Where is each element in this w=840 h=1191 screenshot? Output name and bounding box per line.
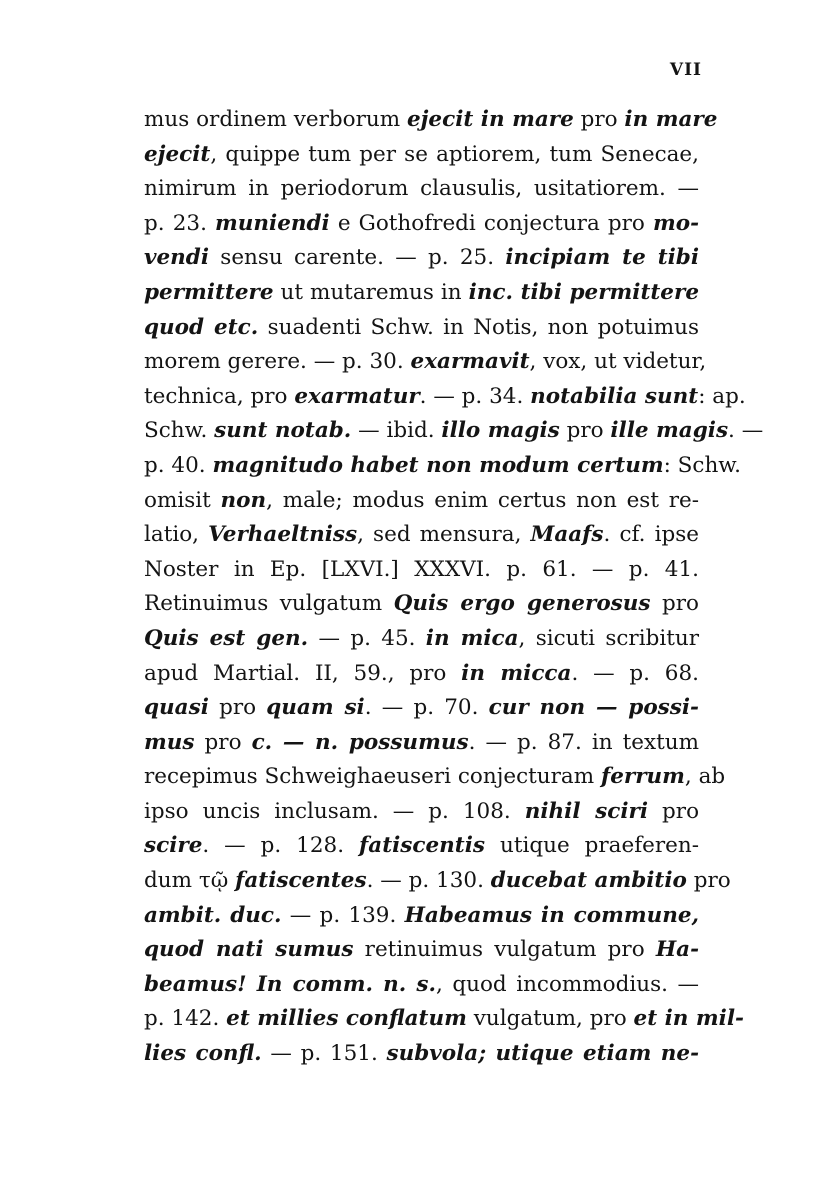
italic-text-segment: vendi — [144, 245, 210, 271]
text-line — [144, 518, 699, 553]
text-segment: — ibid. — [351, 418, 442, 444]
italic-text-segment: notabilia sunt — [530, 383, 699, 409]
italic-text-segment: illo magis — [441, 418, 560, 444]
text-segment: , vox, ut videtur, — [529, 349, 707, 375]
text-line — [144, 968, 699, 1003]
text-segment: : Schw. — [663, 452, 741, 478]
text-segment: — p. 139. — [281, 902, 405, 928]
italic-text-segment: muniendi — [215, 210, 330, 236]
italic-text-segment: nihil sciri — [524, 798, 649, 824]
italic-text-segment: quam si — [266, 695, 365, 721]
italic-text-segment: ambit. duc. — [144, 902, 282, 928]
italic-text-segment: mo- — [652, 210, 699, 236]
text-segment: , sed mensura, — [357, 522, 531, 548]
text-segment: Schw. — [144, 418, 215, 444]
italic-text-segment: fatiscentis — [359, 833, 486, 859]
text-segment: . cf. ipse — [603, 522, 699, 548]
text-segment: omisit — [144, 487, 221, 513]
text-segment: mus ordinem verborum — [144, 107, 407, 132]
text-segment: morem gerere. — p. 30. — [144, 349, 411, 375]
italic-text-segment: exarmatur — [294, 383, 420, 409]
text-line — [144, 138, 699, 173]
text-line — [144, 1002, 744, 1037]
text-line — [144, 553, 699, 588]
text-line — [144, 657, 699, 692]
italic-text-segment: Habeamus in commune, — [404, 902, 699, 928]
text-segment: dum τῷ — [144, 868, 236, 894]
italic-text-segment: ferrum — [600, 764, 685, 790]
text-segment: pro — [208, 695, 267, 721]
italic-text-segment: cur non — possi- — [488, 695, 699, 721]
italic-text-segment: ducebat ambitio — [490, 868, 687, 894]
italic-text-segment: c. — n. possumus — [251, 729, 469, 755]
text-segment: , ab — [684, 764, 726, 790]
italic-text-segment: Quis est gen. — [144, 625, 309, 651]
italic-text-segment: Ha- — [655, 937, 699, 963]
italic-text-segment: fatiscentes — [235, 868, 367, 894]
text-segment: . — p. 87. in textum — [468, 729, 699, 755]
text-segment: p. 40. — [144, 452, 213, 478]
italic-text-segment: quasi — [144, 695, 209, 721]
text-line — [144, 276, 699, 311]
text-line — [144, 172, 699, 207]
italic-text-segment: scire — [144, 833, 203, 859]
text-line — [144, 587, 699, 622]
text-segment: . — p. 128. — [202, 833, 360, 859]
text-segment: Retinuimus vulgatum — [144, 591, 394, 617]
text-segment: latio, — [144, 522, 209, 548]
italic-text-segment: Quis ergo generosus — [393, 591, 651, 617]
text-line — [144, 760, 726, 795]
text-segment: nimirum in periodorum clausulis, usitatiorem. — — [144, 176, 699, 202]
text-line — [144, 241, 699, 276]
page-number: VII — [669, 60, 702, 80]
text-segment: — p. 151. — [261, 1041, 387, 1067]
text-line — [144, 484, 699, 519]
text-segment: pro — [648, 798, 700, 824]
italic-text-segment: sunt notab. — [214, 418, 352, 444]
text-segment: . — p. 34. — [419, 383, 531, 409]
italic-text-segment: ejecit in mare — [406, 107, 574, 132]
italic-text-segment: exarmavit — [410, 349, 530, 375]
italic-text-segment: in mare — [624, 107, 718, 132]
text-line — [144, 414, 764, 449]
text-segment: retinuimus vulgatum pro — [353, 937, 656, 963]
italic-text-segment: et in mil- — [633, 1006, 744, 1032]
italic-text-segment: Maafs — [530, 522, 604, 548]
text-line — [144, 933, 699, 968]
italic-text-segment: et millies conflatum — [226, 1006, 467, 1032]
text-line — [144, 1037, 699, 1072]
italic-text-segment: ille magis — [610, 418, 729, 444]
text-segment: . — p. 68. — [571, 660, 699, 686]
italic-text-segment: ejecit — [144, 141, 211, 167]
text-segment: ipso uncis inclusam. — p. 108. — [144, 798, 525, 824]
text-segment: , sicuti scribitur — [518, 625, 699, 651]
text-line — [144, 829, 699, 864]
text-line — [144, 864, 731, 899]
text-line — [144, 103, 718, 138]
italic-text-segment: permittere — [144, 279, 274, 305]
text-segment: sensu carente. — p. 25. — [209, 245, 506, 271]
text-segment: pro — [650, 591, 699, 617]
text-segment: p. 142. — [144, 1006, 227, 1032]
text-line — [144, 691, 699, 726]
italic-text-segment: inc. tibi permittere — [468, 279, 699, 305]
text-line — [144, 380, 746, 415]
italic-text-segment: Verhaeltniss — [208, 522, 358, 548]
text-segment: . — p. 130. — [366, 868, 491, 894]
text-segment: ut mutaremus in — [273, 279, 469, 305]
text-segment: p. 23. — [144, 210, 216, 236]
text-segment: utique praeferen- — [485, 833, 700, 859]
text-segment: pro — [573, 107, 625, 132]
text-segment: technica, pro — [144, 383, 295, 409]
italic-text-segment: in micca — [461, 660, 572, 686]
text-segment: e Gothofredi conjectura pro — [329, 210, 653, 236]
text-segment: , quod incommodius. — — [436, 971, 699, 997]
text-segment: pro — [559, 418, 611, 444]
text-line — [144, 345, 707, 380]
text-segment: recepimus Schweighaeuseri conjecturam — [144, 764, 601, 790]
italic-text-segment: in mica — [425, 625, 519, 651]
italic-text-segment: lies confl. — [144, 1041, 262, 1067]
text-segment: suadenti Schw. in Notis, non potuimus — [258, 314, 699, 340]
text-segment: apud Martial. II, 59., pro — [144, 660, 462, 686]
italic-text-segment: quod etc. — [144, 314, 259, 340]
italic-text-segment: incipiam te tibi — [505, 245, 699, 271]
text-segment: , male; modus enim certus non est re- — [266, 487, 699, 513]
text-line — [144, 449, 741, 484]
italic-text-segment: mus — [144, 729, 195, 755]
text-segment: — p. 45. — [308, 625, 426, 651]
text-segment: . — p. 70. — [364, 695, 489, 721]
text-line — [144, 207, 699, 242]
text-segment: vulgatum, pro — [466, 1006, 634, 1032]
text-segment: , quippe tum per se aptiorem, tum Senecae, — [210, 141, 699, 167]
text-line — [144, 726, 699, 761]
text-segment: pro — [194, 729, 252, 755]
text-line — [144, 622, 699, 657]
body-text — [144, 103, 764, 1072]
text-line — [144, 899, 699, 934]
italic-text-segment: quod nati sumus — [144, 937, 354, 963]
text-segment: pro — [686, 868, 731, 894]
text-segment: Noster in Ep. [LXVI.] XXXVI. p. 61. — p. 41. — [144, 556, 699, 582]
italic-text-segment: magnitudo habet non modum certum — [212, 452, 664, 478]
text-line — [144, 795, 699, 830]
text-line — [144, 311, 699, 346]
italic-text-segment: non — [220, 487, 267, 513]
text-segment: : ap. — [698, 383, 746, 409]
text-segment: . — — [728, 418, 764, 444]
italic-text-segment: subvola; utique etiam ne- — [386, 1041, 699, 1067]
italic-text-segment: beamus! In comm. n. s. — [144, 971, 437, 997]
